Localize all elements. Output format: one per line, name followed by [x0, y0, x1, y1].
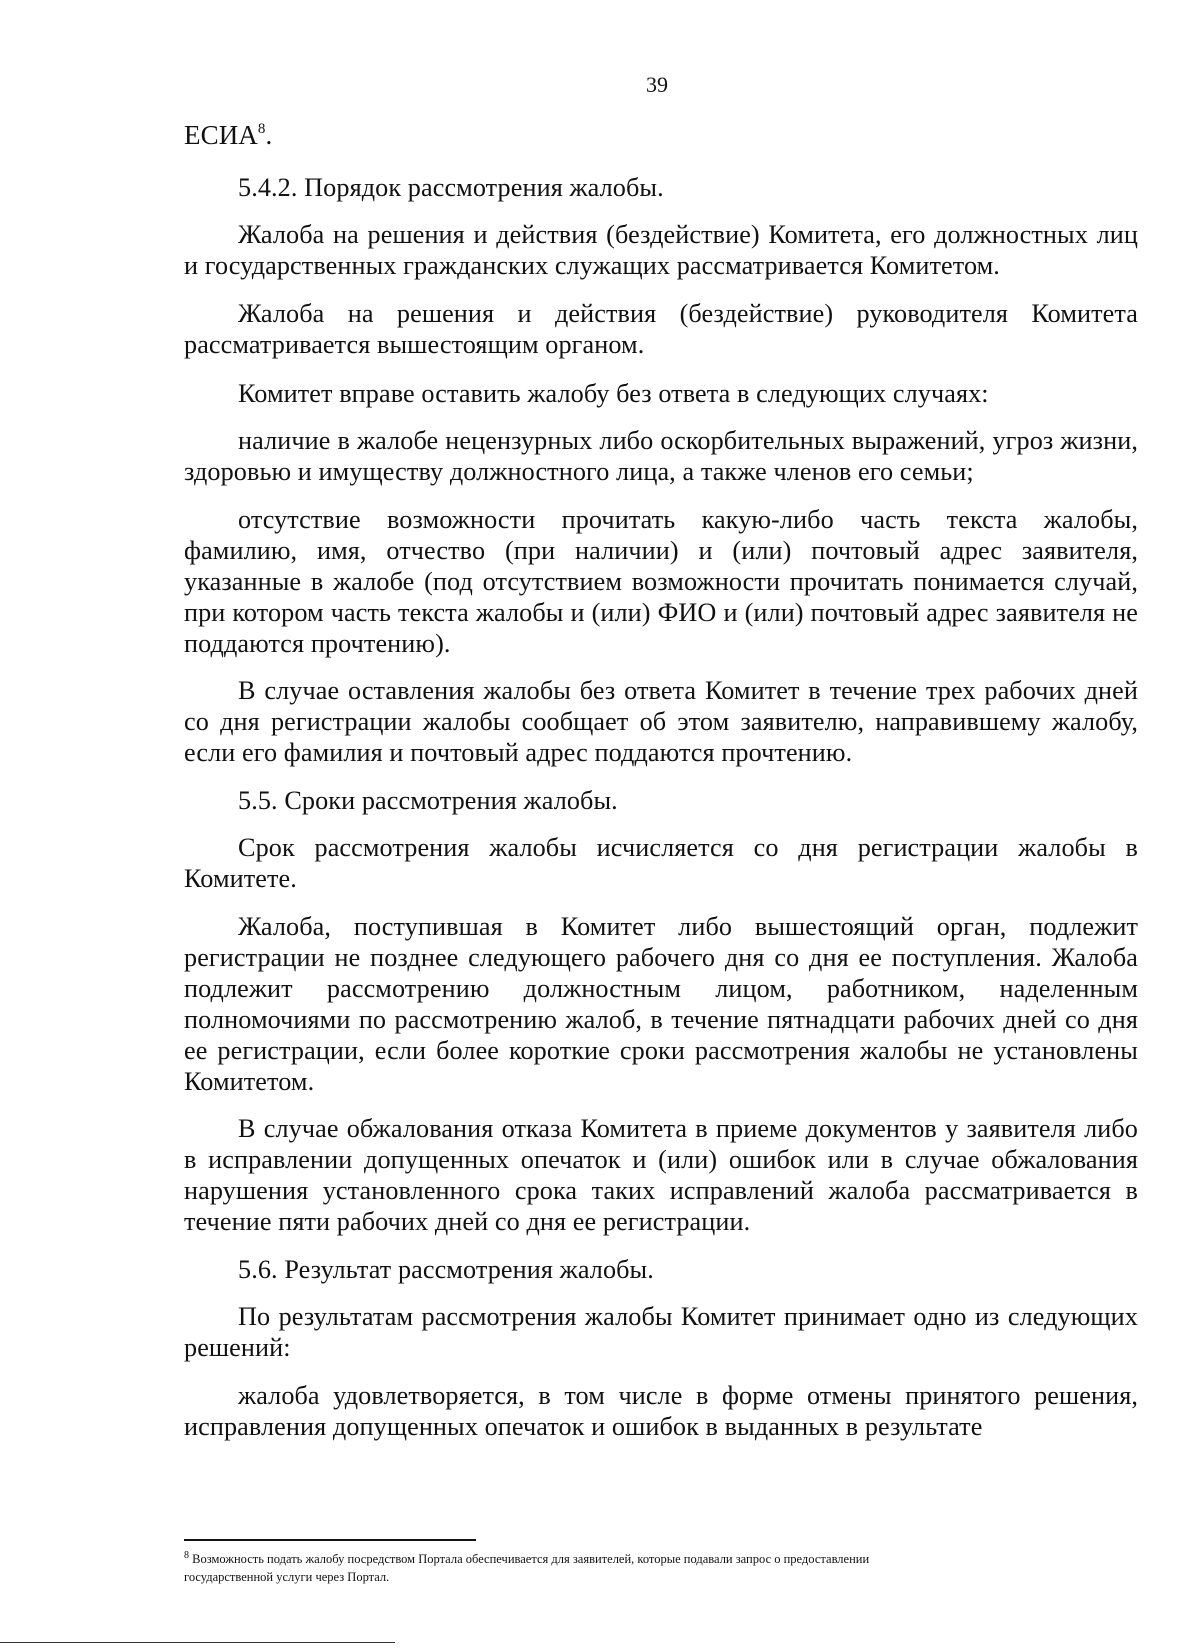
list-item-obscene-language: наличие в жалобе нецензурных либо оскорбительных выражений, угроз жизни, здоровью и имуществу должностного лица, а также членов его семьи;: [184, 426, 1138, 486]
footnote-reference[interactable]: 8: [257, 121, 266, 137]
paragraph-notification: В случае оставления жалобы без ответа Комитет в течение трех рабочих дней со дня регистрации жалобы сообщает об этом заявителю, направившему жалобу, если его фамилия и почтовый адрес поддаются прочтению.: [184, 676, 1138, 767]
page-number: 39: [646, 72, 668, 97]
footnote-separator: [184, 1539, 476, 1541]
paragraph-committee-review: Жалоба на решения и действия (бездействие) Комитета, его должностных лиц и государственных гражданских служащих рассматривается Комитетом.: [184, 220, 1138, 280]
scan-edge-line: [0, 1642, 395, 1643]
paragraph-refusal-appeal: В случае обжалования отказа Комитета в приеме документов у заявителя либо в исправлении допущенных опечаток и (или) ошибок или в случае обжалования нарушения установленного срока таких исправлений жалоба рассматривается в течение пяти рабочих дней со дня ее регистрации.: [184, 1114, 1138, 1236]
footnote: [184, 1550, 944, 1586]
footnote-marker: 8: [184, 1550, 189, 1561]
continuation-line: [184, 120, 1138, 151]
paragraph-no-answer-cases: Комитет вправе оставить жалобу без ответа в следующих случаях:: [238, 379, 989, 408]
paragraph-review-period: Срок рассмотрения жалобы исчисляется со дня регистрации жалобы в Комитете.: [184, 833, 1138, 893]
continuation-text: ЕСИА: [184, 120, 258, 150]
list-item-unreadable-text: отсутствие возможности прочитать какую-либо часть текста жалобы, фамилию, имя, отчество (при наличии) и (или) почтовый адрес заявителя, указанные в жалобе (под отсутствием возможности прочитать понимается случай, при котором часть текста жалобы и (или) ФИО и (или) почтовый адрес заявителя не поддаются прочтению).: [184, 505, 1138, 658]
paragraph-registration-terms: Жалоба, поступившая в Комитет либо вышестоящий орган, подлежит регистрации не позднее следующего рабочего дня со дня ее поступления. Жалоба подлежит рассмотрению должностным лицом, работником, наделенным полномочиями по рассмотрению жалоб, в течение пятнадцати рабочих дней со дня ее регистрации, если более короткие сроки рассмотрения жалобы не установлены Комитетом.: [184, 912, 1138, 1096]
paragraph-head-review: Жалоба на решения и действия (бездействие) руководителя Комитета рассматривается вышестоящим органом.: [184, 299, 1138, 359]
paragraph-decisions: По результатам рассмотрения жалобы Комитет принимает одно из следующих решений:: [184, 1302, 1138, 1362]
list-item-complaint-satisfied: жалоба удовлетворяется, в том числе в форме отмены принятого решения, исправления допущенных опечаток и ошибок в выданных в результате: [184, 1381, 1138, 1441]
continuation-tail: .: [265, 120, 273, 150]
footnote-text: Возможность подать жалобу посредством Портала обеспечивается для заявителей, которые подавали запрос о предоставлении государственной услуги через Портал.: [184, 1552, 870, 1584]
section-heading-5-5: 5.5. Сроки рассмотрения жалобы.: [238, 786, 618, 815]
subsection-heading-5-4-2: 5.4.2. Порядок рассмотрения жалобы.: [238, 173, 664, 202]
section-heading-5-6: 5.6. Результат рассмотрения жалобы.: [238, 1255, 654, 1284]
